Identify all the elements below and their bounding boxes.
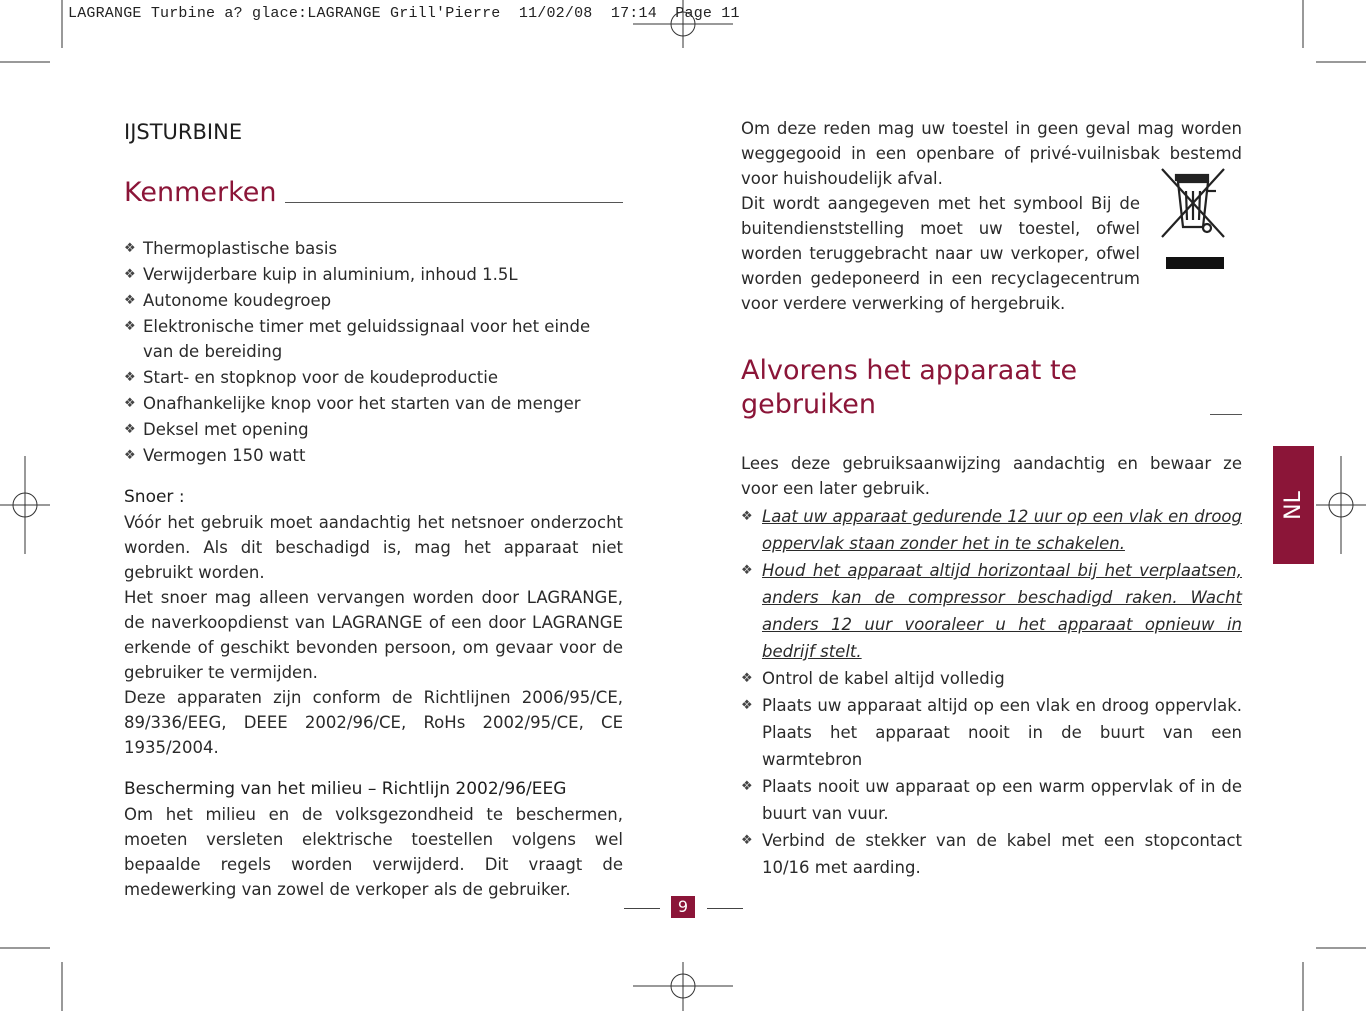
list-item: ❖ Deksel met opening bbox=[124, 417, 623, 442]
features-heading bbox=[124, 176, 623, 210]
list-item: ❖ Onafhankelijke knop voor het starten van de menger bbox=[124, 391, 623, 416]
bullet-icon: ❖ bbox=[124, 370, 136, 385]
left-column bbox=[124, 116, 623, 902]
bullet-icon: ❖ bbox=[124, 422, 136, 437]
language-tab bbox=[1273, 446, 1314, 564]
bullet-icon: ❖ bbox=[741, 833, 753, 848]
list-item: ❖ Verwijderbare kuip in aluminium, inhoud 1.5L bbox=[124, 262, 623, 287]
document-title: IJSTURBINE bbox=[124, 120, 243, 144]
print-slug-header: LAGRANGE Turbine a? glace:LAGRANGE Grill'Pierre 11/02/08 17:14 Page 11 bbox=[68, 5, 740, 22]
page-number-rule-right bbox=[707, 908, 743, 909]
list-item: ❖ Houd het apparaat altijd horizontaal bij het verplaatsen, anders kan de compressor beschadigd raken. Wacht anders 12 uur vooraleer u het apparaat opnieuw in bedrijf stelt. bbox=[741, 557, 1242, 665]
features-heading-text: Kenmerken bbox=[124, 177, 277, 208]
environment-paragraph-1: Om het milieu en de volksgezondheid te beschermen, moeten versleten elektrische toestellen volgens wel bepaalde regels worden verwijderd. Dit vraagt de medewerking van zowel de verkoper als de gebruiker. bbox=[124, 805, 623, 899]
cord-heading: Snoer : bbox=[124, 487, 185, 507]
environment-paragraph-2: Om deze reden mag uw toestel in geen geval mag worden weggegooid in een openbare of privé-vuilnisbak bestemd voor huishoudelijk afval. bbox=[741, 119, 1242, 188]
list-item: ❖ Elektronische timer met geluidssignaal voor het einde van de bereiding bbox=[124, 314, 623, 364]
bullet-icon: ❖ bbox=[124, 319, 136, 334]
page-number-rule-left bbox=[624, 908, 660, 909]
list-item: ❖ Autonome koudegroep bbox=[124, 288, 623, 313]
features-list bbox=[124, 236, 623, 468]
heading-rule bbox=[285, 202, 624, 203]
bullet-icon: ❖ bbox=[124, 267, 136, 282]
heading-rule bbox=[1210, 414, 1242, 415]
before-use-heading-text: Alvorens het apparaat te gebruiken bbox=[741, 355, 1078, 420]
cord-paragraph-2: Het snoer mag alleen vervangen worden door LAGRANGE, de naverkoopdienst van LAGRANGE of een door LAGRANGE erkende of geschikt bevonden persoon, om gevaar voor de gebruiker te vermijden. bbox=[124, 588, 623, 682]
weee-block bbox=[741, 191, 1242, 316]
bullet-icon: ❖ bbox=[124, 293, 136, 308]
bullet-icon: ❖ bbox=[124, 241, 136, 256]
bullet-icon: ❖ bbox=[124, 396, 136, 411]
cord-paragraph-1: Vóór het gebruik moet aandachtig het netsnoer onderzocht worden. Als dit beschadigd is, mag het apparaat niet gebruikt worden. bbox=[124, 513, 623, 582]
cord-paragraph-3: Deze apparaten zijn conform de Richtlijnen 2006/95/CE, 89/336/EEG, DEEE 2002/96/CE, RoHs 2002/95/CE, CE 1935/2004. bbox=[124, 688, 623, 757]
bullet-icon: ❖ bbox=[741, 671, 753, 686]
environment-heading: Bescherming van het milieu – Richtlijn 2002/96/EEG bbox=[124, 779, 567, 799]
environment-paragraph-3: Dit wordt aangegeven met het symbool Bij de buitendienststelling moet uw toestel, ofwel worden teruggebracht naar uw verkoper, ofwel worden gedeponeerd in een recyclagecentrum voor verdere verwerking of hergebruik. bbox=[741, 194, 1140, 313]
list-item: ❖ Laat uw apparaat gedurende 12 uur op een vlak en droog oppervlak staan zonder het in te schakelen. bbox=[741, 503, 1242, 557]
weee-symbol-wrapper bbox=[1140, 195, 1242, 303]
right-column bbox=[741, 116, 1242, 881]
list-item: ❖ Verbind de stekker van de kabel met een stopcontact 10/16 met aarding. bbox=[741, 827, 1242, 881]
list-item: ❖ Thermoplastische basis bbox=[124, 236, 623, 261]
bullet-icon: ❖ bbox=[124, 448, 136, 463]
list-item: ❖ Ontrol de kabel altijd volledig bbox=[741, 665, 1242, 692]
instructions-list bbox=[741, 503, 1242, 881]
list-item: ❖ Plaats uw apparaat altijd op een vlak en droog oppervlak. Plaats het apparaat nooit in de buurt van een warmtebron bbox=[741, 692, 1242, 773]
list-item: ❖ Vermogen 150 watt bbox=[124, 443, 623, 468]
bullet-icon: ❖ bbox=[741, 698, 753, 713]
list-item: ❖ Start- en stopknop voor de koudeproductie bbox=[124, 365, 623, 390]
bullet-icon: ❖ bbox=[741, 779, 753, 794]
before-use-intro: Lees deze gebruiksaanwijzing aandachtig en bewaar ze voor een later gebruik. bbox=[741, 454, 1242, 498]
list-item: ❖ Plaats nooit uw apparaat op een warm oppervlak of in de buurt van vuur. bbox=[741, 773, 1242, 827]
page-number: 9 bbox=[671, 896, 695, 918]
language-tab-label: NL bbox=[1281, 490, 1306, 520]
crossed-out-wheelie-bin-icon bbox=[1158, 165, 1238, 273]
bullet-icon: ❖ bbox=[741, 509, 753, 524]
before-use-heading bbox=[741, 354, 1242, 422]
bullet-icon: ❖ bbox=[741, 563, 753, 578]
